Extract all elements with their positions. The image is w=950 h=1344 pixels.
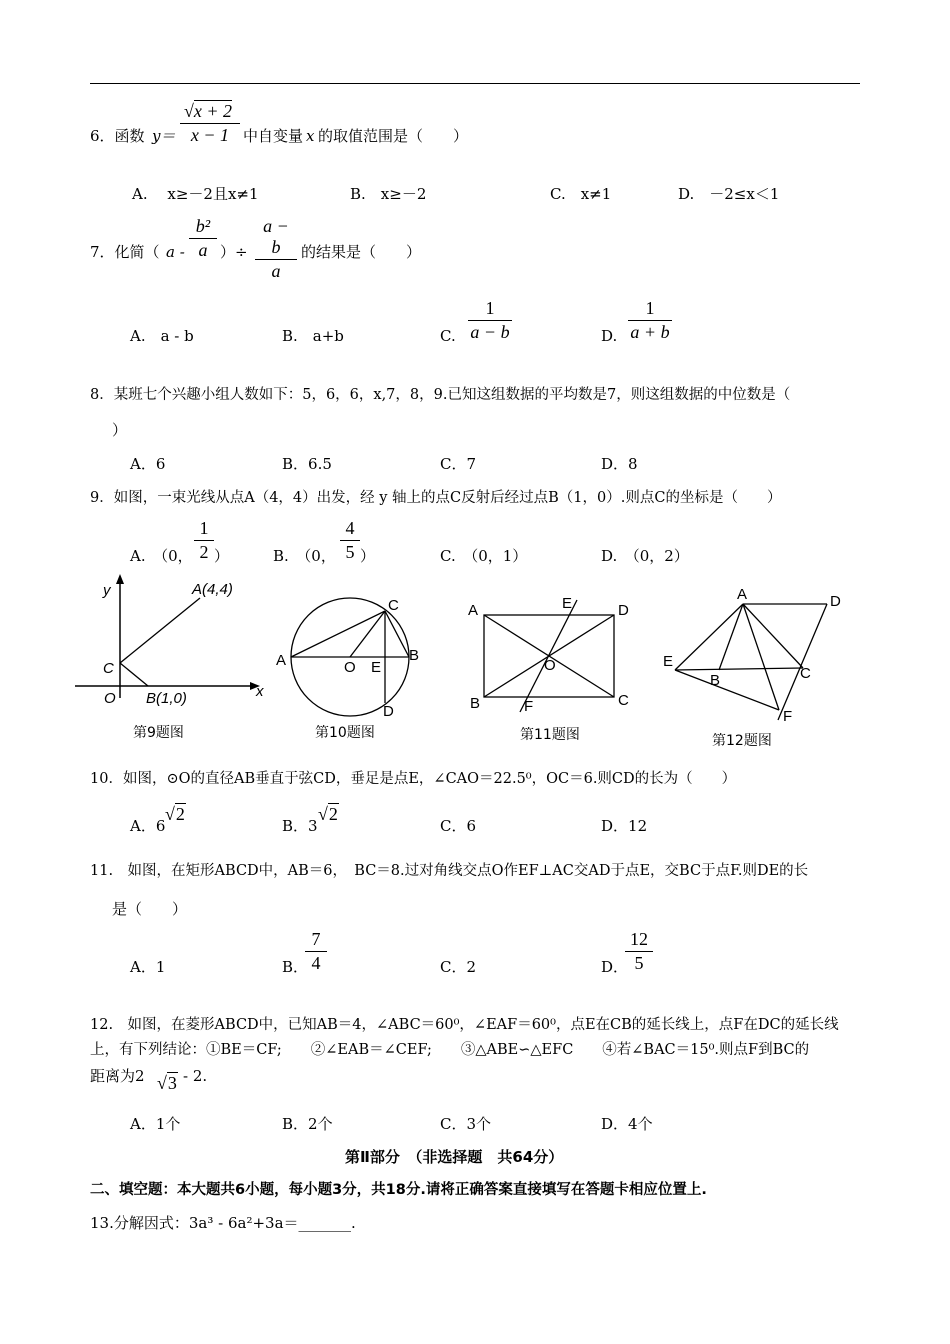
q11-d-num: 12	[630, 929, 648, 949]
q9-a-num: 1	[199, 518, 209, 538]
fig12-label-d: D	[830, 593, 841, 610]
fig9-y-arrow	[116, 574, 124, 584]
q11-option-b-label: B．	[282, 958, 309, 976]
fig9-ray-ac	[120, 598, 200, 663]
fig12-side-bc-ext	[675, 668, 803, 670]
q10-option-a-sqrt: √2	[165, 804, 185, 824]
q7-d-den: a + b	[630, 322, 670, 342]
q7-mid: ）÷	[220, 243, 248, 261]
q8-option-a: A．6	[130, 455, 166, 473]
q6-option-d: D. －2≤x＜1	[678, 185, 780, 203]
q9-option-b-fraction	[340, 518, 360, 563]
fig9-ray-cb	[120, 663, 148, 686]
q7-fraction-2	[255, 216, 297, 282]
figure-12	[655, 582, 855, 730]
q8-option-b: B．6.5	[282, 455, 332, 473]
q6-fraction: √x + 2 x − 1	[180, 101, 240, 146]
q7-suffix: 的结果是（ ）	[301, 243, 422, 261]
q7-prefix: 7．化简（	[90, 243, 160, 261]
q6-prefix: 6．函数	[90, 127, 145, 145]
fig12-label-a: A	[737, 586, 748, 603]
q9-option-b-close: ）	[360, 547, 376, 565]
q12-line3b: - 2.	[183, 1067, 208, 1085]
fig12-diag-ac	[743, 604, 803, 668]
fig11-label-a: A	[468, 602, 479, 619]
q13-text: 13.分解因式：3a³ - 6a²+3a＝_______.	[90, 1214, 356, 1232]
q7-f2-num: a − b	[263, 216, 289, 257]
header-rule	[90, 83, 860, 84]
fig9-label-c: C	[103, 660, 114, 677]
fig10-label-b: B	[409, 647, 420, 664]
fig10-label-e: E	[371, 659, 382, 676]
q11-option-d-fraction	[625, 929, 653, 974]
fig9-caption: 第9题图	[133, 725, 184, 741]
q6-num: x + 2	[193, 101, 233, 121]
fig12-label-c: C	[800, 665, 811, 682]
figure-11	[462, 590, 637, 720]
fig11-caption: 第11题图	[520, 727, 580, 743]
q9-option-a-close: ）	[214, 547, 230, 565]
fig9-label-x: x	[256, 683, 264, 700]
q11-line2: 是（ ）	[112, 900, 188, 918]
q12-option-a: A．1个	[130, 1115, 181, 1133]
q7-a-minus: a -	[166, 243, 185, 261]
q10-option-b-label: B．3	[282, 817, 318, 835]
fig10-caption: 第10题图	[315, 725, 375, 741]
q10-option-b-sqrt: √2	[318, 804, 338, 824]
q6-suffix2: 的取值范围是（ ）	[318, 127, 469, 145]
q12-rad: 3	[167, 1073, 177, 1093]
q12-line3a: 距离为2	[90, 1067, 145, 1085]
q7-option-c-fraction	[468, 298, 512, 343]
q11-b-den: 4	[311, 953, 321, 973]
q7-d-num: 1	[645, 298, 655, 318]
fig11-line-ef	[520, 600, 577, 712]
q10-b-rad: 2	[328, 804, 338, 824]
fig12-line-ef	[675, 670, 779, 710]
fig11-label-e: E	[562, 595, 573, 612]
fig11-label-b: B	[470, 695, 481, 712]
fig9-label-a: A(4,4)	[192, 581, 233, 598]
q6-option-a: A. x≥－2且x≠1	[132, 185, 259, 203]
q11-option-d-label: D．	[601, 958, 629, 976]
q7-c-den: a − b	[470, 322, 510, 342]
q10-option-d: D．12	[601, 817, 648, 835]
q8-option-d: D．8	[601, 455, 638, 473]
figure-10	[270, 590, 430, 725]
fig12-label-b: B	[710, 672, 721, 689]
q12-line2: 上，有下列结论：①BE＝CF; ②∠EAB＝∠CEF; ③△ABE∽△EFC ④若∠BAC＝15⁰.则点F到BC的	[90, 1042, 810, 1058]
part2-section-heading: 二、填空题：本大题共6小题，每小题3分，共18分.请将正确答案直接填写在答题卡相应位置上.	[90, 1182, 707, 1198]
figure-9	[70, 570, 270, 720]
fig11-label-o: O	[544, 657, 556, 674]
part2-title: 第Ⅱ部分 （非选择题 共64分）	[345, 1148, 564, 1166]
q7-f1-num: b²	[195, 216, 211, 236]
fig12-line-ae	[675, 604, 743, 670]
q11-d-den: 5	[634, 953, 644, 973]
fig12-caption: 第12题图	[712, 733, 772, 749]
q6-var: x	[306, 127, 315, 145]
q10-text: 10．如图，⊙O的直径AB垂直于弦CD，垂足是点E，∠CAO＝22.5⁰，OC＝6.则CD的长为（ ）	[90, 771, 737, 787]
fig12-side-ab	[719, 604, 743, 670]
q9-a-den: 2	[199, 542, 209, 562]
q9-b-num: 4	[345, 518, 355, 538]
q6-option-c: C. x≠1	[550, 185, 612, 203]
q7-option-d-fraction	[628, 298, 672, 343]
q6-y: y＝	[152, 127, 176, 145]
q9-option-a-fraction	[194, 518, 214, 563]
q7-option-d-label: D.	[601, 327, 618, 345]
q7-fraction-1	[189, 216, 217, 261]
fig9-label-y: y	[103, 582, 111, 599]
q11-line1: 11. 如图，在矩形ABCD中，AB＝6， BC＝8.过对角线交点O作EF⊥AC交AD于点E，交BC于点F.则DE的长	[90, 863, 809, 879]
fig12-label-e: E	[663, 653, 674, 670]
fig12-line-af	[743, 604, 779, 710]
q12-sqrt: √3	[157, 1073, 177, 1093]
fig9-label-b: B(1,0)	[146, 690, 187, 707]
q12-option-b: B．2个	[282, 1115, 333, 1133]
q9-text: 9．如图，一束光线从点A（4，4）出发，经 y 轴上的点C反射后经过点B（1，0）.则点C的坐标是（ ）	[90, 490, 782, 506]
fig10-label-a: A	[276, 652, 287, 669]
q6-option-b: B. x≥－2	[350, 185, 427, 203]
fig10-label-o: O	[344, 659, 356, 676]
fig10-label-c: C	[388, 597, 399, 614]
q8-line2: ）	[112, 421, 128, 439]
q9-option-d: D. （0，2）	[601, 547, 689, 565]
fig10-label-d: D	[383, 703, 394, 720]
q12-option-d: D．4个	[601, 1115, 653, 1133]
fig11-label-c: C	[618, 692, 629, 709]
q9-option-b-label: B. （0，	[273, 547, 336, 565]
fig10-radius-oc	[350, 611, 385, 657]
q11-b-num: 7	[311, 929, 321, 949]
fig12-label-f: F	[783, 708, 793, 725]
q7-option-c-label: C.	[440, 327, 456, 345]
q9-option-a-label: A. （0，	[130, 547, 193, 565]
fig9-label-o: O	[104, 690, 116, 707]
q11-option-b-fraction	[305, 929, 327, 974]
fig11-label-d: D	[618, 602, 629, 619]
fig11-label-f: F	[524, 698, 534, 715]
fig12-side-dc	[778, 604, 827, 720]
q7-option-a: A. a - b	[130, 327, 194, 345]
q10-a-rad: 2	[175, 804, 185, 824]
q10-option-c: C．6	[440, 817, 477, 835]
q7-option-b: B. a+b	[282, 327, 344, 345]
q7-f1-den: a	[198, 240, 208, 260]
q7-c-num: 1	[485, 298, 495, 318]
q8-option-c: C．7	[440, 455, 477, 473]
q11-option-a: A．1	[130, 958, 166, 976]
q8-line1: 8．某班七个兴趣小组人数如下：5，6，6，x,7，8，9.已知这组数据的平均数是7，则这组数据的中位数是（	[90, 387, 791, 403]
q9-b-den: 5	[345, 542, 355, 562]
q10-option-a-label: A．6	[130, 817, 166, 835]
q6-den: x − 1	[190, 125, 230, 145]
q12-option-c: C．3个	[440, 1115, 492, 1133]
q11-option-c: C．2	[440, 958, 477, 976]
fig10-chord-cb	[385, 611, 409, 657]
q7-f2-den: a	[271, 261, 281, 281]
q6-suffix: 中自变量	[243, 127, 304, 145]
q9-option-c: C. （0，1）	[440, 547, 528, 565]
q12-line1: 12. 如图，在菱形ABCD中，已知AB＝4，∠ABC＝60⁰，∠EAF＝60⁰，点E在CB的延长线上，点F在DC的延长线	[90, 1017, 839, 1033]
